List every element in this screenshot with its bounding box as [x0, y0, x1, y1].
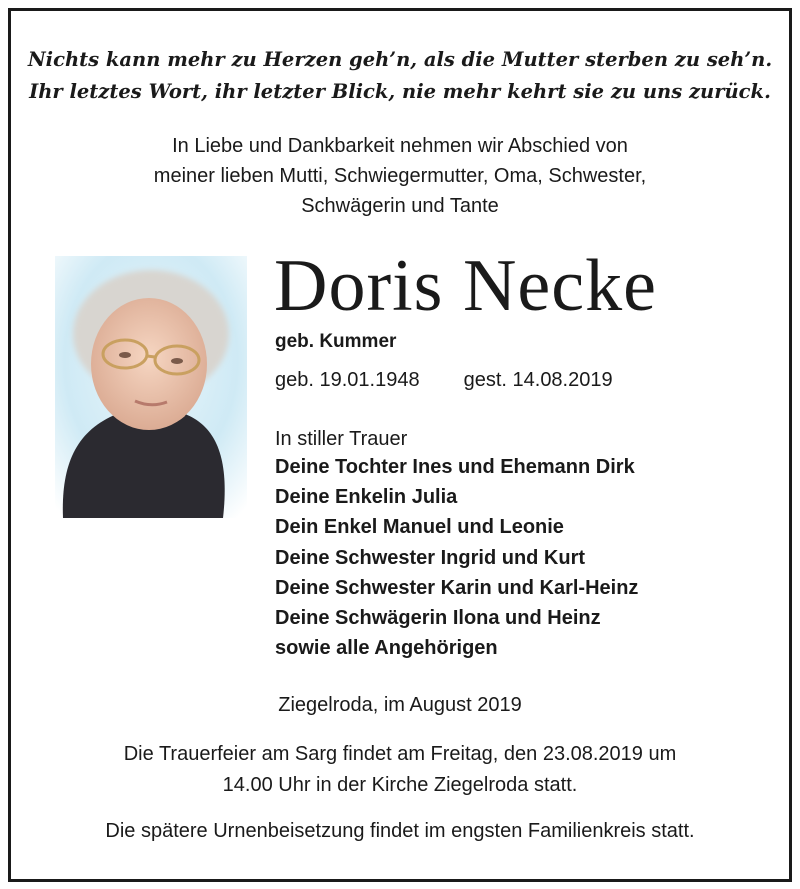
- intro-line: In Liebe und Dankbarkeit nehmen wir Abschied von: [172, 135, 628, 157]
- birth-name: geb. Kummer: [275, 331, 397, 352]
- intro-line: meiner lieben Mutti, Schwiegermutter, Oma, Schwester,: [153, 165, 647, 187]
- service-info: [0, 739, 800, 801]
- poem-line: Ihr letztes Wort, ihr letzter Blick, nie mehr kehrt sie zu uns zurück.: [29, 80, 771, 103]
- mourner-item: Deine Enkelin Julia: [275, 486, 458, 509]
- place-date: Ziegelroda, im August 2019: [278, 694, 522, 716]
- burial-info: Die spätere Urnenbeisetzung findet im engsten Familienkreis statt.: [105, 820, 695, 842]
- life-dates: [275, 365, 613, 395]
- mourner-item: Deine Schwägerin Ilona und Heinz: [275, 607, 601, 630]
- mourner-item: sowie alle Angehörigen: [275, 637, 498, 660]
- mourner-item: Deine Schwester Ingrid und Kurt: [275, 546, 586, 569]
- mourner-item: Deine Schwester Karin und Karl-Heinz: [275, 576, 639, 599]
- intro-text: [0, 131, 800, 221]
- poem-line: Nichts kann mehr zu Herzen geh’n, als die Mutter sterben zu seh’n.: [27, 48, 773, 71]
- service-line: Die Trauerfeier am Sarg findet am Freitag, den 23.08.2019 um: [123, 743, 677, 765]
- mourning-heading: In stiller Trauer: [275, 428, 408, 450]
- deceased-name: Doris Necke: [274, 245, 657, 327]
- mourner-item: Dein Enkel Manuel und Leonie: [275, 516, 564, 539]
- poem: [0, 44, 800, 108]
- birth-date: geb. 19.01.1948: [275, 369, 420, 391]
- mourners-list: [275, 452, 638, 663]
- mourner-item: Deine Tochter Ines und Ehemann Dirk: [275, 456, 635, 478]
- death-date: gest. 14.08.2019: [463, 369, 613, 391]
- service-line: 14.00 Uhr in der Kirche Ziegelroda statt.: [222, 774, 578, 796]
- intro-line: Schwägerin und Tante: [301, 195, 499, 217]
- portrait-photo: [55, 256, 247, 518]
